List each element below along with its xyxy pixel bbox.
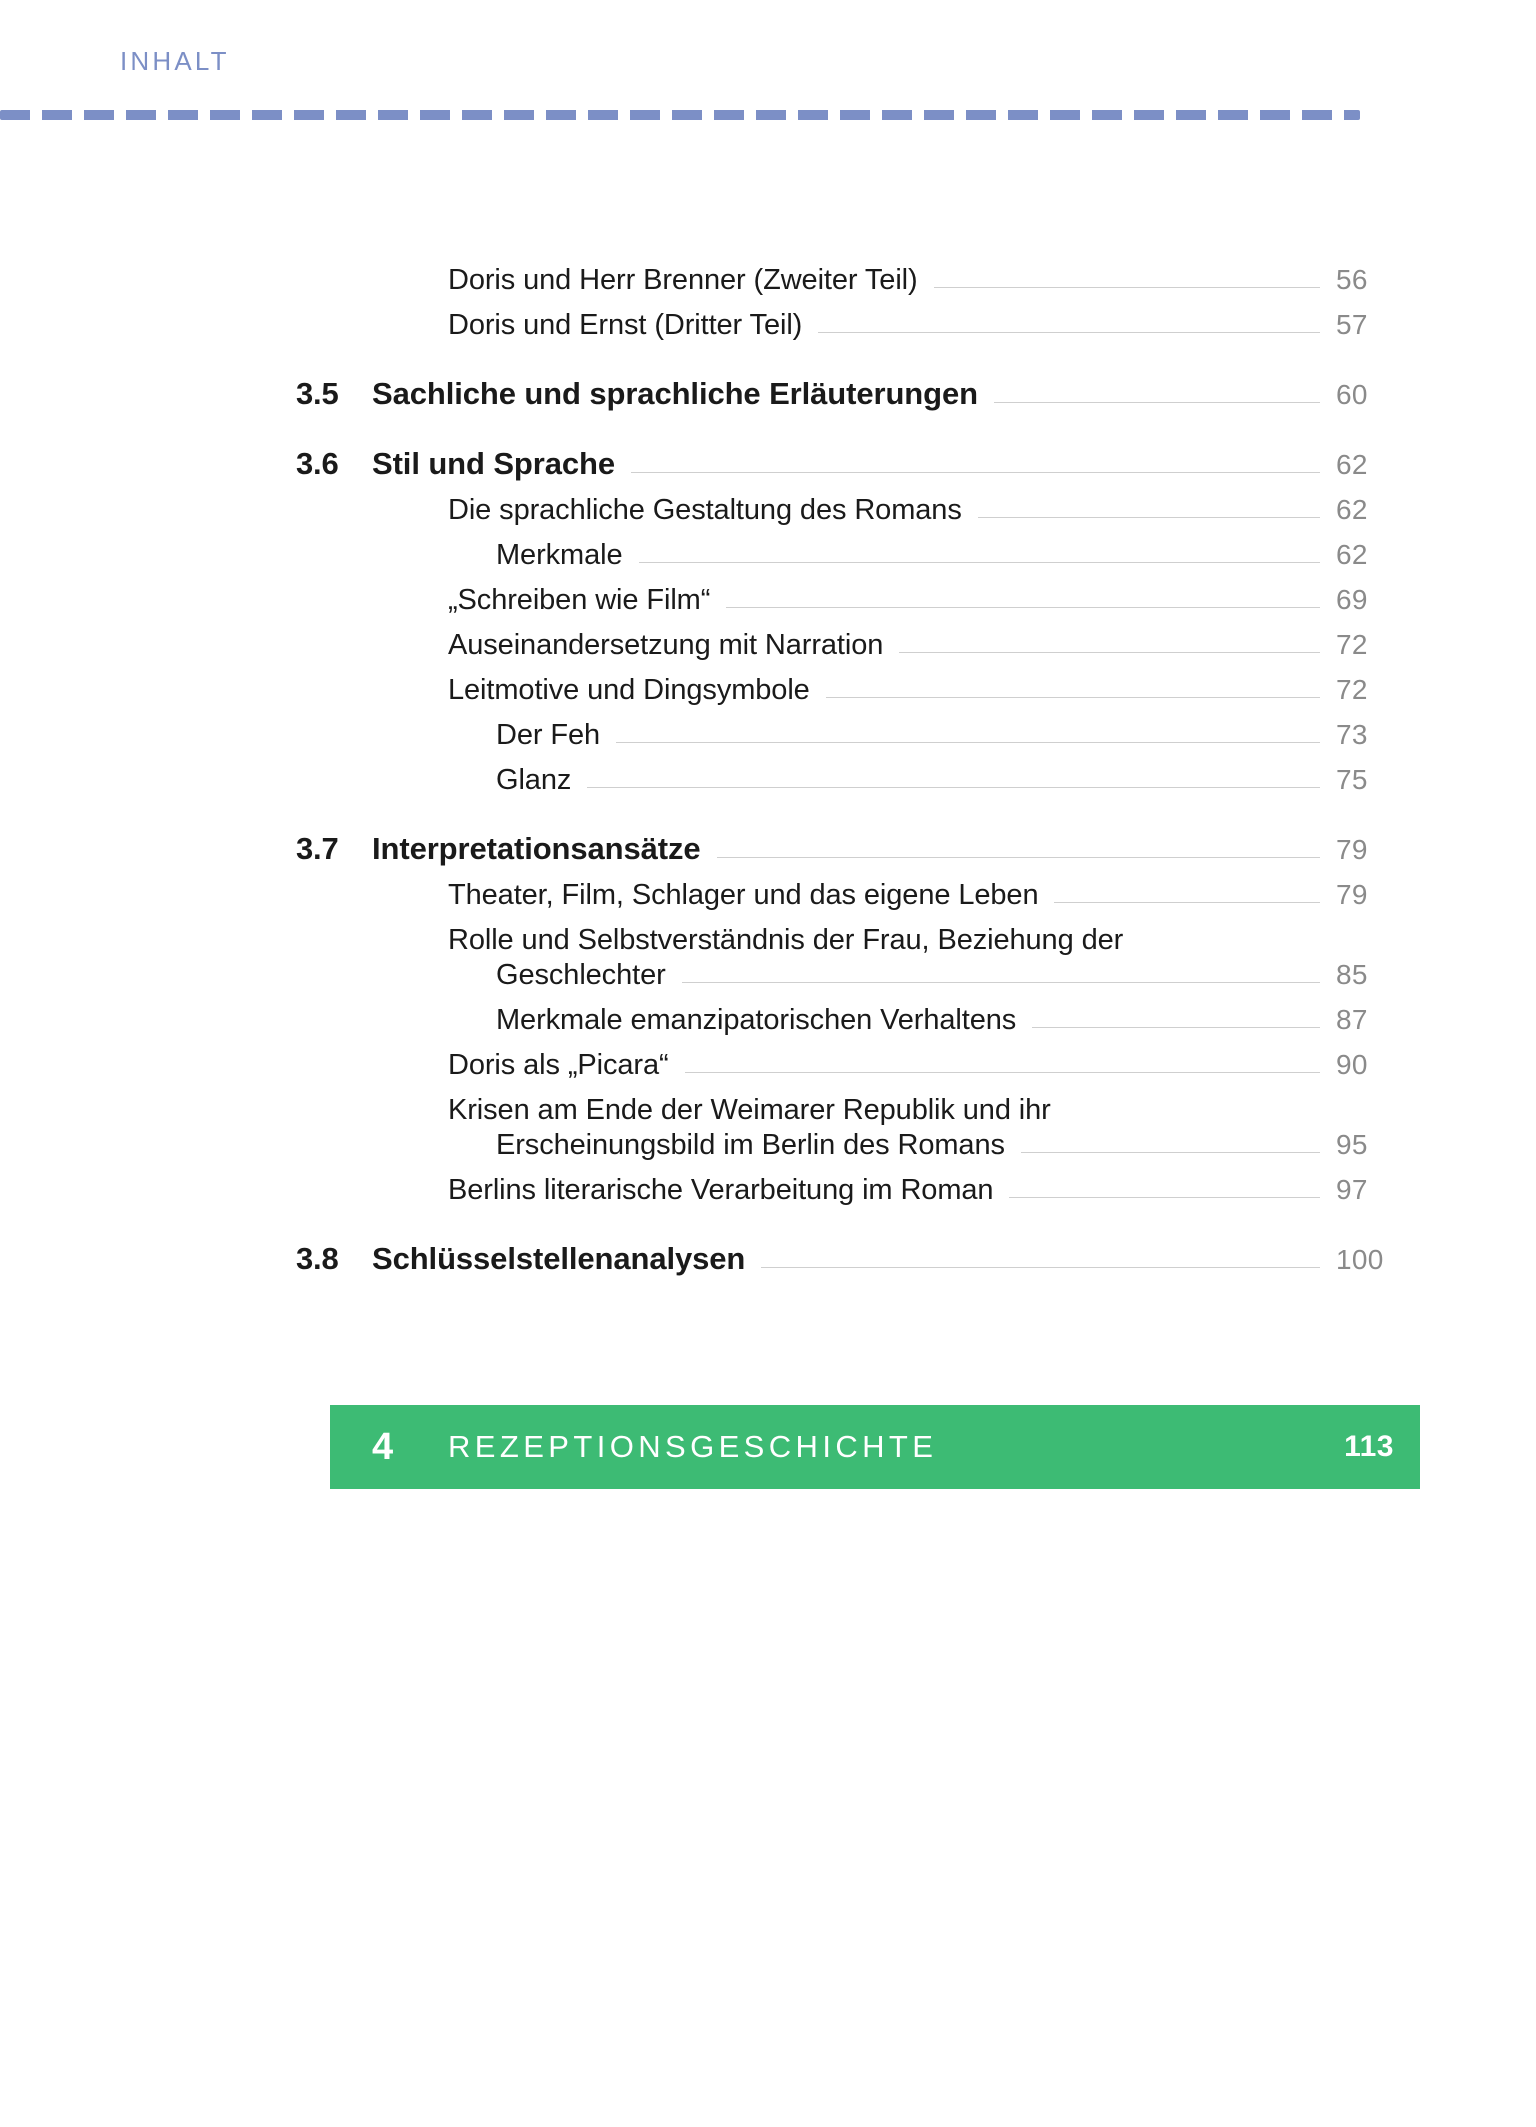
toc-leader-line [899,652,1320,653]
toc-entry[interactable] [0,1241,1536,1277]
toc-entry[interactable] [0,1094,1536,1127]
toc-entry-title: Doris und Ernst (Dritter Teil) [448,309,803,341]
toc-entry-page-number: 90 [1336,1049,1368,1080]
toc-entry[interactable] [0,584,1536,617]
toc-entry-page-number: 73 [1336,719,1368,750]
toc-entry[interactable] [0,764,1536,797]
toc-entry-title: Glanz [496,764,572,796]
toc-leader-line [978,517,1320,518]
toc-leader-line [616,742,1320,743]
chapter-banner-rezeptionsgeschichte[interactable] [330,1405,1420,1489]
toc-leader-line [1009,1197,1320,1198]
toc-entry[interactable] [0,1049,1536,1082]
toc-entry-page-number: 69 [1336,584,1368,615]
toc-entry-title: Doris als „Picara“ [448,1049,669,1081]
toc-entry-page-number: 79 [1336,834,1368,865]
toc-leader-line [1067,1117,1320,1118]
toc-entry-page-number: 62 [1336,449,1368,480]
toc-entry-page-number: 79 [1336,879,1368,910]
toc-entry-page-number: 57 [1336,309,1368,340]
toc-entry-title: Theater, Film, Schlager und das eigene Leben [448,879,1039,911]
toc-entry-page-number: 95 [1336,1129,1368,1160]
toc-entry[interactable] [0,264,1536,297]
toc-entry[interactable] [0,1174,1536,1207]
toc-entry-page-number: 72 [1336,674,1368,705]
toc-leader-line [826,697,1320,698]
toc-entry-title: „Schreiben wie Film“ [448,584,711,616]
toc-entry[interactable] [0,959,1536,992]
toc-leader-line [639,562,1321,563]
toc-entry-title: Interpretationsansätze [372,831,701,866]
toc-leader-line [934,287,1320,288]
toc-entry-page-number: 62 [1336,539,1368,570]
chapter-number: 4 [372,1425,394,1468]
toc-entry-title: Geschlechter [496,959,666,991]
toc-entry[interactable] [0,879,1536,912]
toc-entry[interactable] [0,494,1536,527]
toc-leader-line [761,1267,1320,1268]
toc-entry[interactable] [0,831,1536,867]
toc-entry-title: Doris und Herr Brenner (Zweiter Teil) [448,264,918,296]
toc-entry-page-number: 56 [1336,264,1368,295]
toc-entry[interactable] [0,924,1536,957]
toc-entry[interactable] [0,376,1536,412]
toc-entry-title: Erscheinungsbild im Berlin des Romans [496,1129,1005,1161]
toc-entry-title: Leitmotive und Dingsymbole [448,674,810,706]
toc-leader-line [818,332,1320,333]
toc-entry-title: Schlüsselstellenanalysen [372,1241,746,1276]
toc-leader-line [682,982,1320,983]
toc-leader-line [1139,947,1320,948]
toc-entry-page-number: 62 [1336,494,1368,525]
toc-entry-title: Auseinandersetzung mit Narration [448,629,884,661]
toc-entry-title: Merkmale [496,539,623,571]
toc-leader-line [685,1072,1320,1073]
toc-leader-line [631,472,1320,473]
toc-entry-number: 3.5 [296,376,339,411]
toc-entry-page-number: 85 [1336,959,1368,990]
toc-leader-line [994,402,1320,403]
chapter-page-number: 113 [1344,1430,1394,1463]
toc-entry-title: Der Feh [496,719,601,751]
table-of-contents [0,252,1536,1277]
toc-entry-title: Berlins literarische Verarbeitung im Roman [448,1174,994,1206]
toc-entry[interactable] [0,446,1536,482]
header-dashed-rule [0,110,1360,120]
toc-entry[interactable] [0,1129,1536,1162]
toc-entry-page-number: 100 [1336,1244,1384,1275]
toc-entry[interactable] [0,674,1536,707]
toc-leader-line [1021,1152,1320,1153]
toc-leader-line [587,787,1320,788]
toc-entry-page-number: 60 [1336,379,1368,410]
toc-entry-number: 3.6 [296,446,339,481]
toc-entry-number: 3.7 [296,831,339,866]
toc-entry-page-number: 72 [1336,629,1368,660]
running-header-inhalt: INHALT [120,46,230,76]
toc-entry[interactable] [0,309,1536,342]
toc-entry-title: Sachliche und sprachliche Erläuterungen [372,376,978,411]
toc-leader-line [726,607,1320,608]
toc-entry[interactable] [0,719,1536,752]
toc-entry[interactable] [0,629,1536,662]
toc-entry-page-number: 75 [1336,764,1368,795]
toc-entry-number: 3.8 [296,1241,339,1276]
toc-entry-title: Merkmale emanzipatorischen Verhaltens [496,1004,1017,1036]
toc-entry-title: Die sprachliche Gestaltung des Romans [448,494,962,526]
toc-entry[interactable] [0,539,1536,572]
toc-entry-page-number: 97 [1336,1174,1368,1205]
toc-entry-title: Krisen am Ende der Weimarer Republik und ihr [448,1094,1051,1126]
toc-entry-title: Rolle und Selbstverständnis der Frau, Beziehung der [448,924,1124,956]
toc-leader-line [1032,1027,1320,1028]
chapter-title: REZEPTIONSGESCHICHTE [448,1429,938,1464]
toc-entry-page-number: 87 [1336,1004,1368,1035]
toc-leader-line [717,857,1320,858]
toc-leader-line [1054,902,1320,903]
toc-entry-title: Stil und Sprache [372,446,615,481]
toc-entry[interactable] [0,1004,1536,1037]
